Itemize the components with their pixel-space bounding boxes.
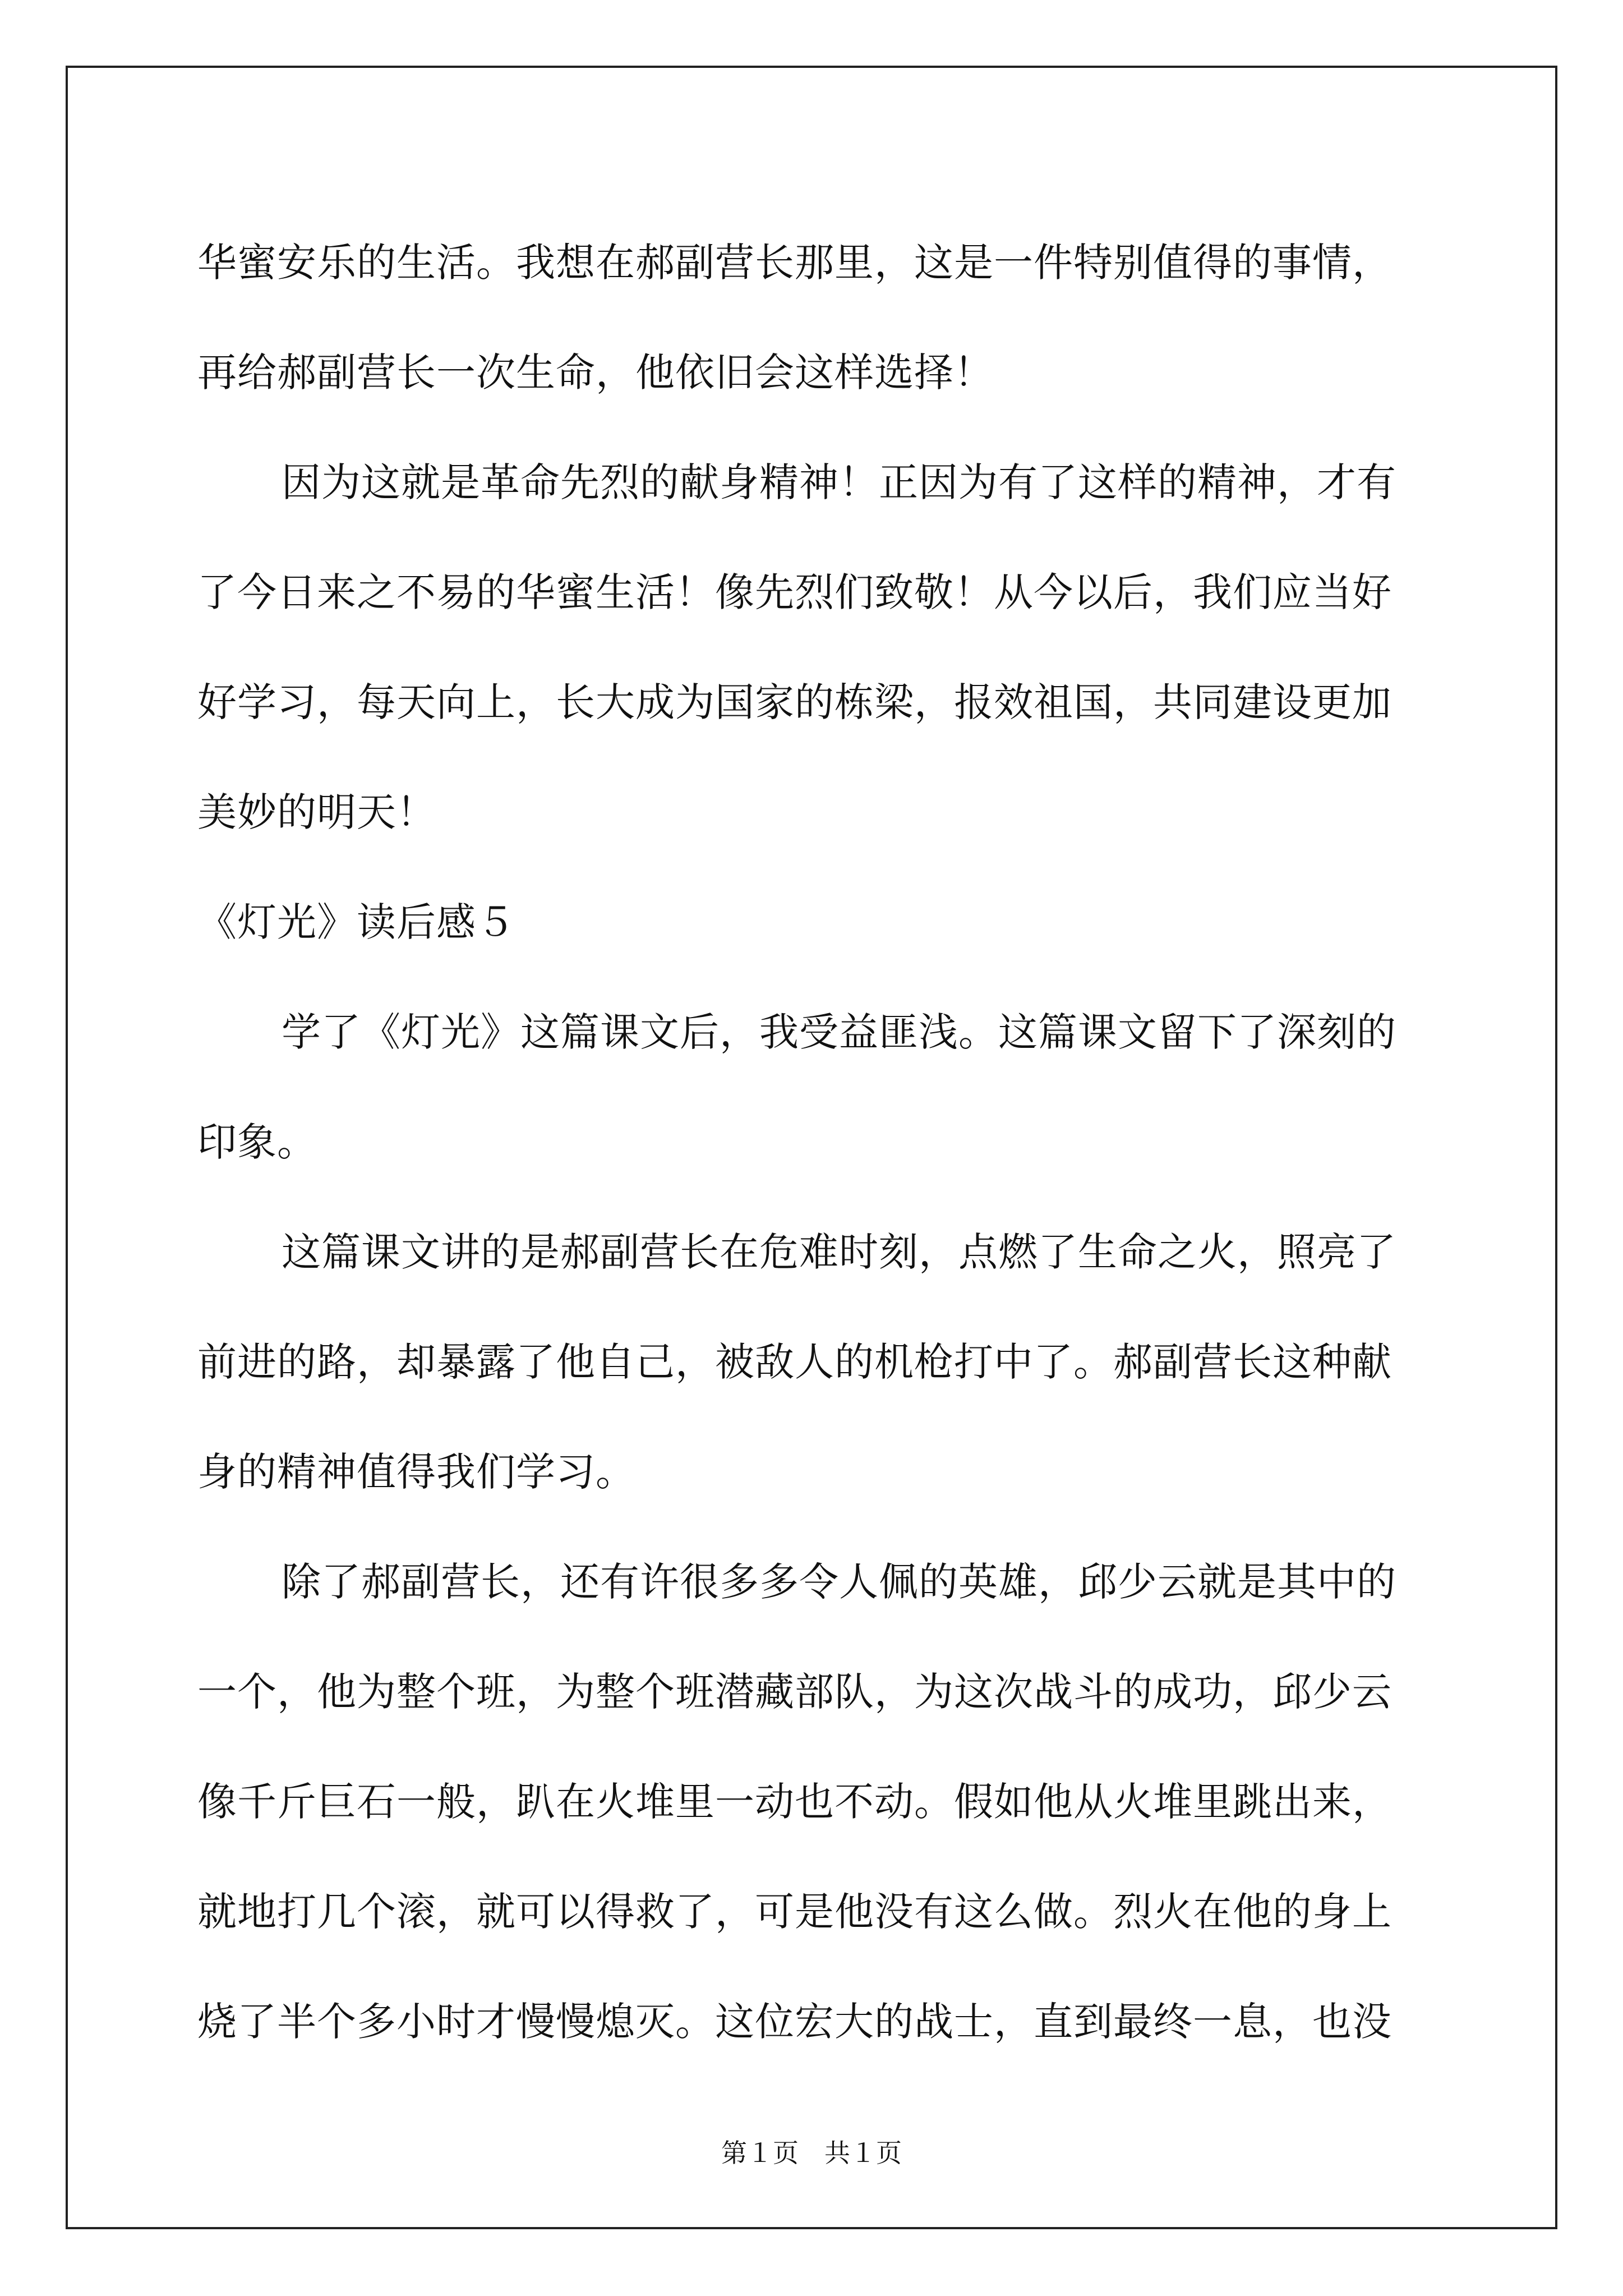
paragraph-start-line: 这篇课文讲的是郝副营长在危难时刻，点燃了生命之火，照亮了 — [282, 1229, 1396, 1275]
text-line: 印象。 — [197, 1119, 317, 1165]
paragraph-start-line: 除了郝副营长，还有许很多多令人佩的英雄，邱少云就是其中的 — [282, 1559, 1396, 1605]
page-footer — [0, 2136, 1623, 2170]
text-line: 华蜜安乐的生活。我想在郝副营长那里，这是一件特别值得的事情， — [197, 240, 1392, 286]
text-line: 前进的路，却暴露了他自己，被敌人的机枪打中了。郝副营长这种献 — [197, 1339, 1392, 1385]
text-line: 烧了半个多小时才慢慢熄灭。这位宏大的战士，直到最终一息，也没 — [197, 1999, 1392, 2045]
document-body — [197, 208, 1437, 2077]
text-line: 身的精神值得我们学习。 — [197, 1449, 635, 1495]
text-line: 一个，他为整个班，为整个班潜藏部队，为这次战斗的成功，邱少云 — [197, 1669, 1392, 1715]
text-line: 就地打几个滚，就可以得救了，可是他没有这么做。烈火在他的身上 — [197, 1889, 1392, 1935]
text-line: 像千斤巨石一般，趴在火堆里一动也不动。假如他从火堆里跳出来， — [197, 1779, 1392, 1825]
text-line: 美妙的明天！ — [197, 789, 436, 835]
text-line: 再给郝副营长一次生命，他依旧会这样选择！ — [197, 349, 994, 395]
paragraph-start-line: 因为这就是革命先烈的献身精神！正因为有了这样的精神，才有 — [282, 459, 1396, 505]
page-number-label: 第１页 共１页 — [721, 2138, 902, 2168]
text-line: 了今日来之不易的华蜜生活！像先烈们致敬！从今以后，我们应当好 — [197, 569, 1392, 615]
paragraph-start-line: 学了《灯光》这篇课文后，我受益匪浅。这篇课文留下了深刻的 — [282, 1009, 1396, 1055]
text-line: 好学习，每天向上，长大成为国家的栋梁，报效祖国，共同建设更加 — [197, 679, 1392, 725]
section-heading: 《灯光》读后感５ — [197, 899, 516, 945]
